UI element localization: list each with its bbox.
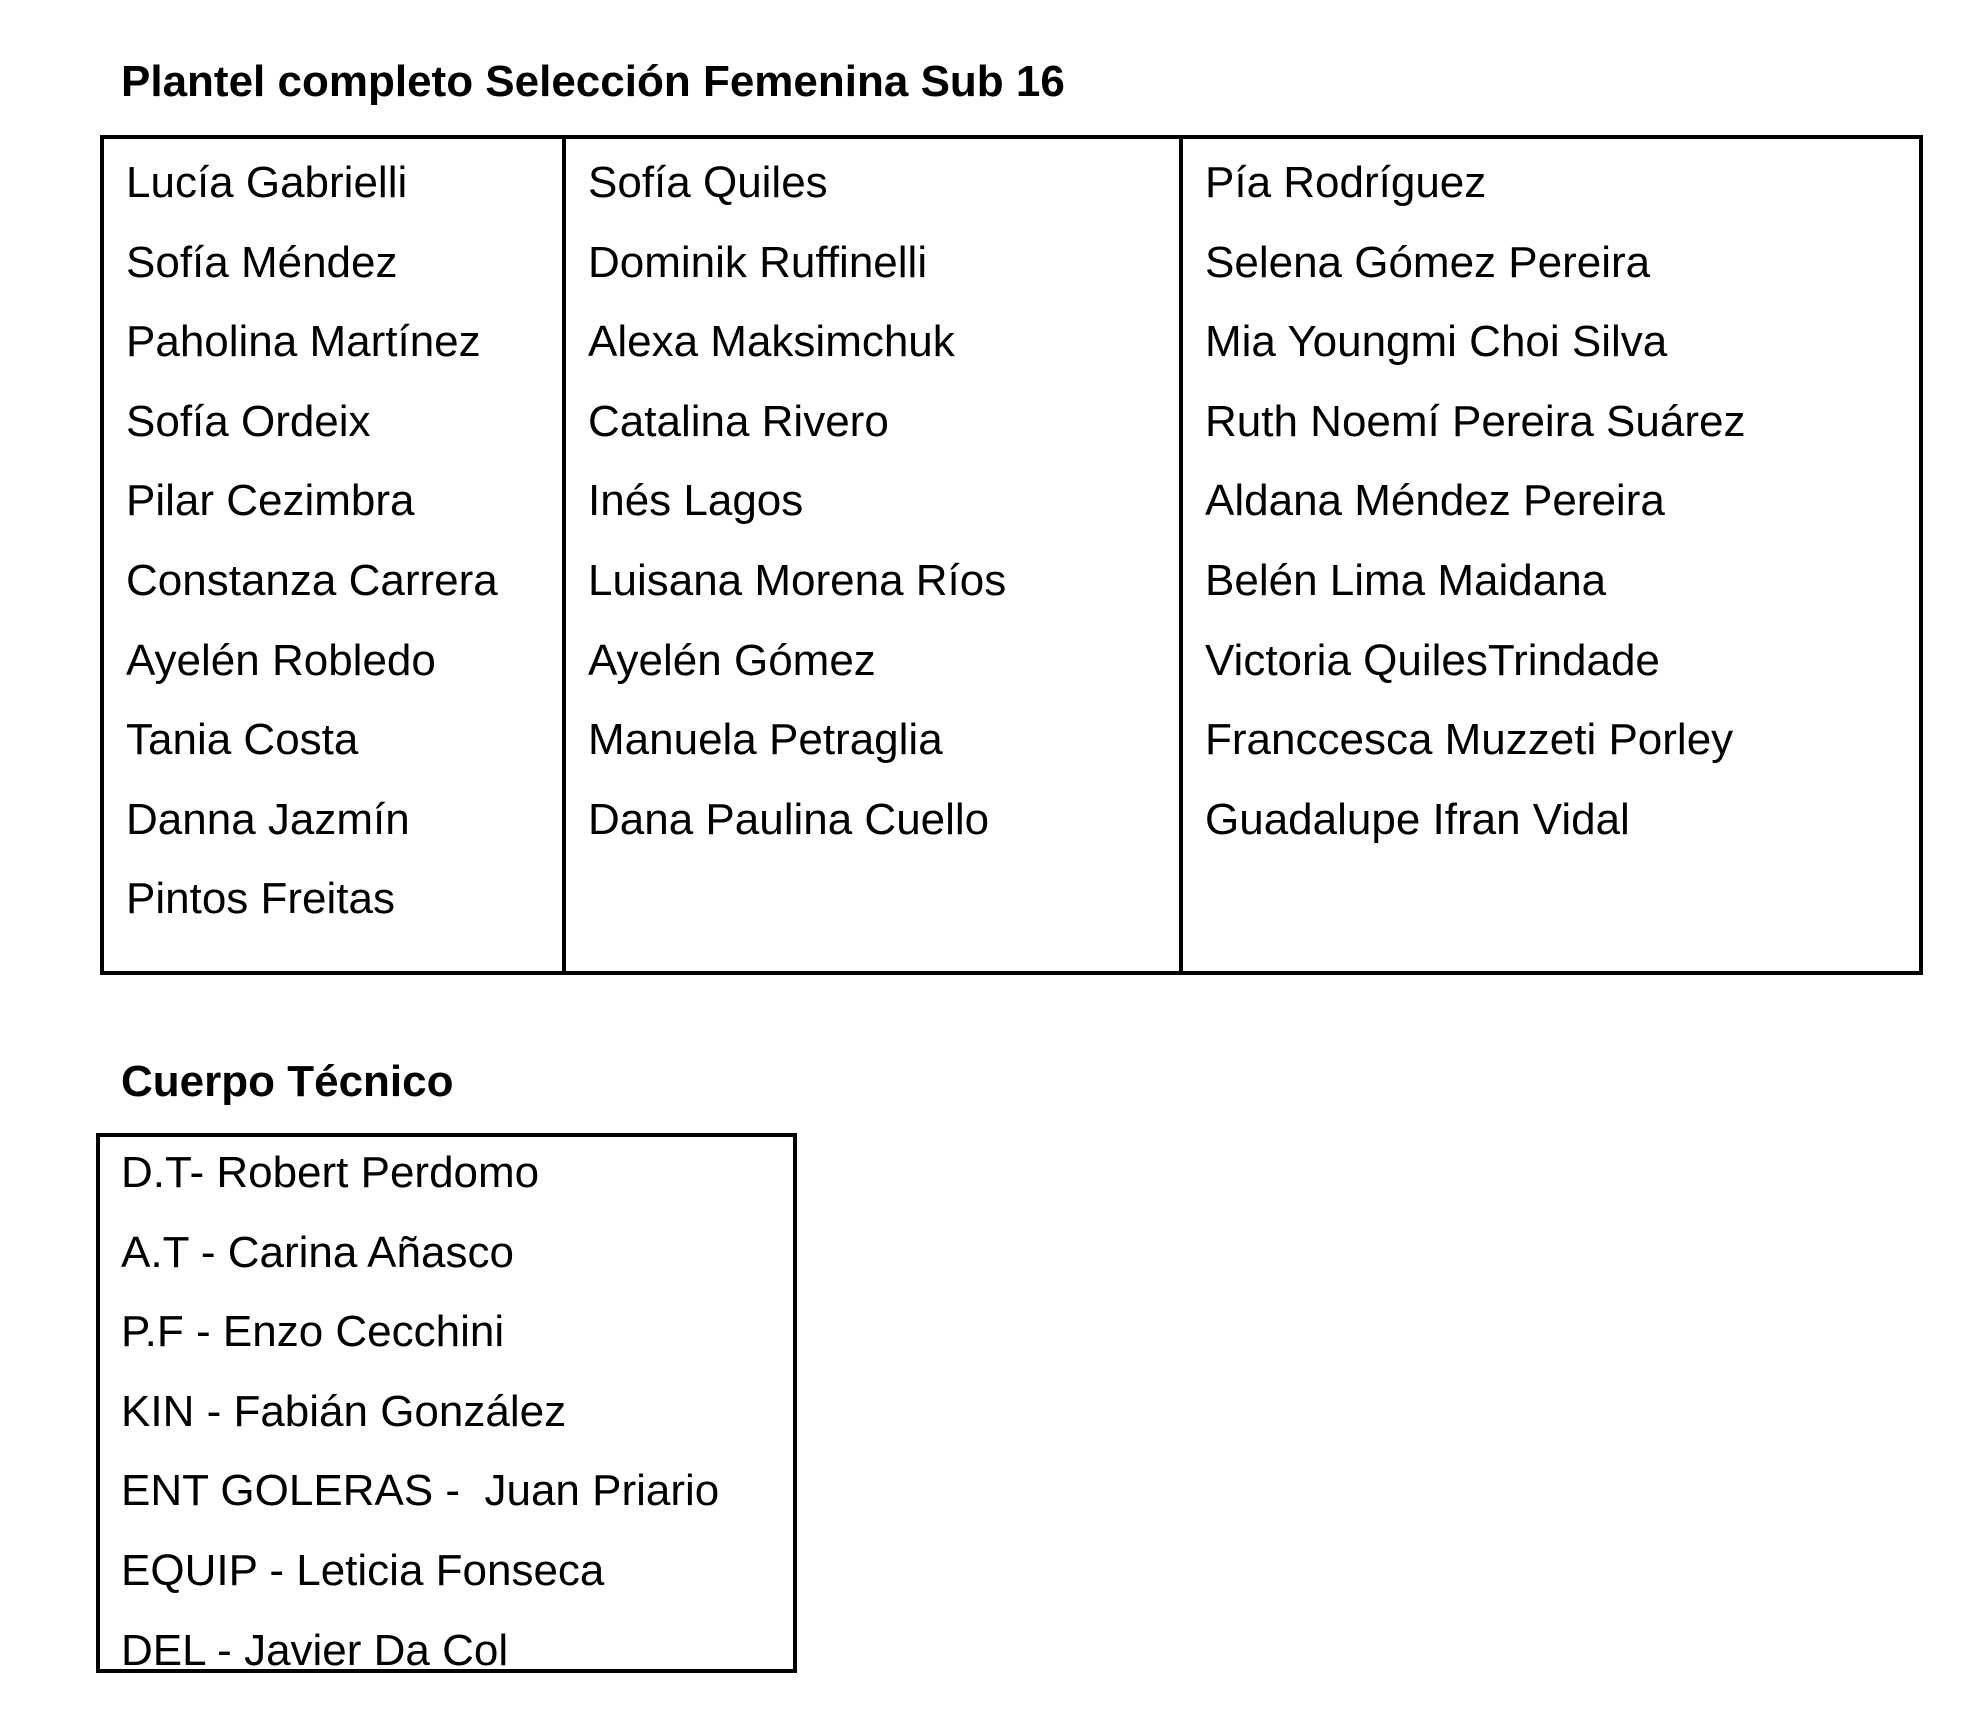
player-name: Paholina Martínez (126, 317, 481, 367)
player-name: Tania Costa (126, 715, 359, 765)
player-name: Alexa Maksimchuk (588, 317, 955, 367)
staff-member: KIN - Fabián González (121, 1386, 567, 1436)
player-list (588, 143, 1179, 859)
roster-title: Plantel completo Selección Femenina Sub 16 (121, 57, 1065, 106)
player-name: Ayelén Gómez (588, 635, 876, 685)
player-name: Inés Lagos (588, 476, 804, 526)
roster-column-1 (104, 139, 562, 971)
player-name: Sofía Ordeix (126, 396, 371, 446)
roster-table (100, 135, 1923, 975)
staff-member: ENT GOLERAS - Juan Priario (121, 1466, 720, 1516)
player-name: Sofía Méndez (126, 237, 398, 287)
player-name: Guadalupe Ifran Vidal (1205, 794, 1630, 844)
staff-member: P.F - Enzo Cecchini (121, 1307, 505, 1357)
player-list (126, 143, 562, 939)
player-name: Dominik Ruffinelli (588, 237, 928, 287)
player-name: Pilar Cezimbra (126, 476, 415, 526)
staff-member: EQUIP - Leticia Fonseca (121, 1545, 605, 1595)
player-name: Ruth Noemí Pereira Suárez (1205, 396, 1746, 446)
player-name: Dana Paulina Cuello (588, 794, 990, 844)
roster-column-3 (1179, 139, 1919, 971)
staff-title: Cuerpo Técnico (121, 1057, 454, 1106)
player-name: Victoria QuilesTrindade (1205, 635, 1660, 685)
player-name: Constanza Carrera (126, 555, 498, 605)
staff-member: A.T - Carina Añasco (121, 1227, 514, 1277)
roster-column-2 (562, 139, 1179, 971)
player-list (1205, 143, 1919, 859)
player-name: Mia Youngmi Choi Silva (1205, 317, 1668, 367)
player-name: Sofía Quiles (588, 158, 828, 207)
staff-member: D.T- Robert Perdomo (121, 1148, 540, 1197)
player-name: Aldana Méndez Pereira (1205, 476, 1665, 526)
staff-table (96, 1133, 797, 1673)
player-name: Lucía Gabrielli (126, 158, 408, 207)
staff-list (121, 1133, 793, 1690)
player-name: Pía Rodríguez (1205, 158, 1487, 207)
player-name: Danna Jazmín (126, 794, 410, 844)
staff-member: DEL - Javier Da Col (121, 1625, 509, 1675)
player-name: Manuela Petraglia (588, 715, 943, 765)
player-name: Selena Gómez Pereira (1205, 237, 1651, 287)
player-name: Ayelén Robledo (126, 635, 436, 685)
player-name: Franccesca Muzzeti Porley (1205, 715, 1734, 765)
player-name: Catalina Rivero (588, 396, 889, 446)
player-name: Pintos Freitas (126, 874, 395, 924)
player-name: Belén Lima Maidana (1205, 555, 1607, 605)
player-name: Luisana Morena Ríos (588, 555, 1007, 605)
